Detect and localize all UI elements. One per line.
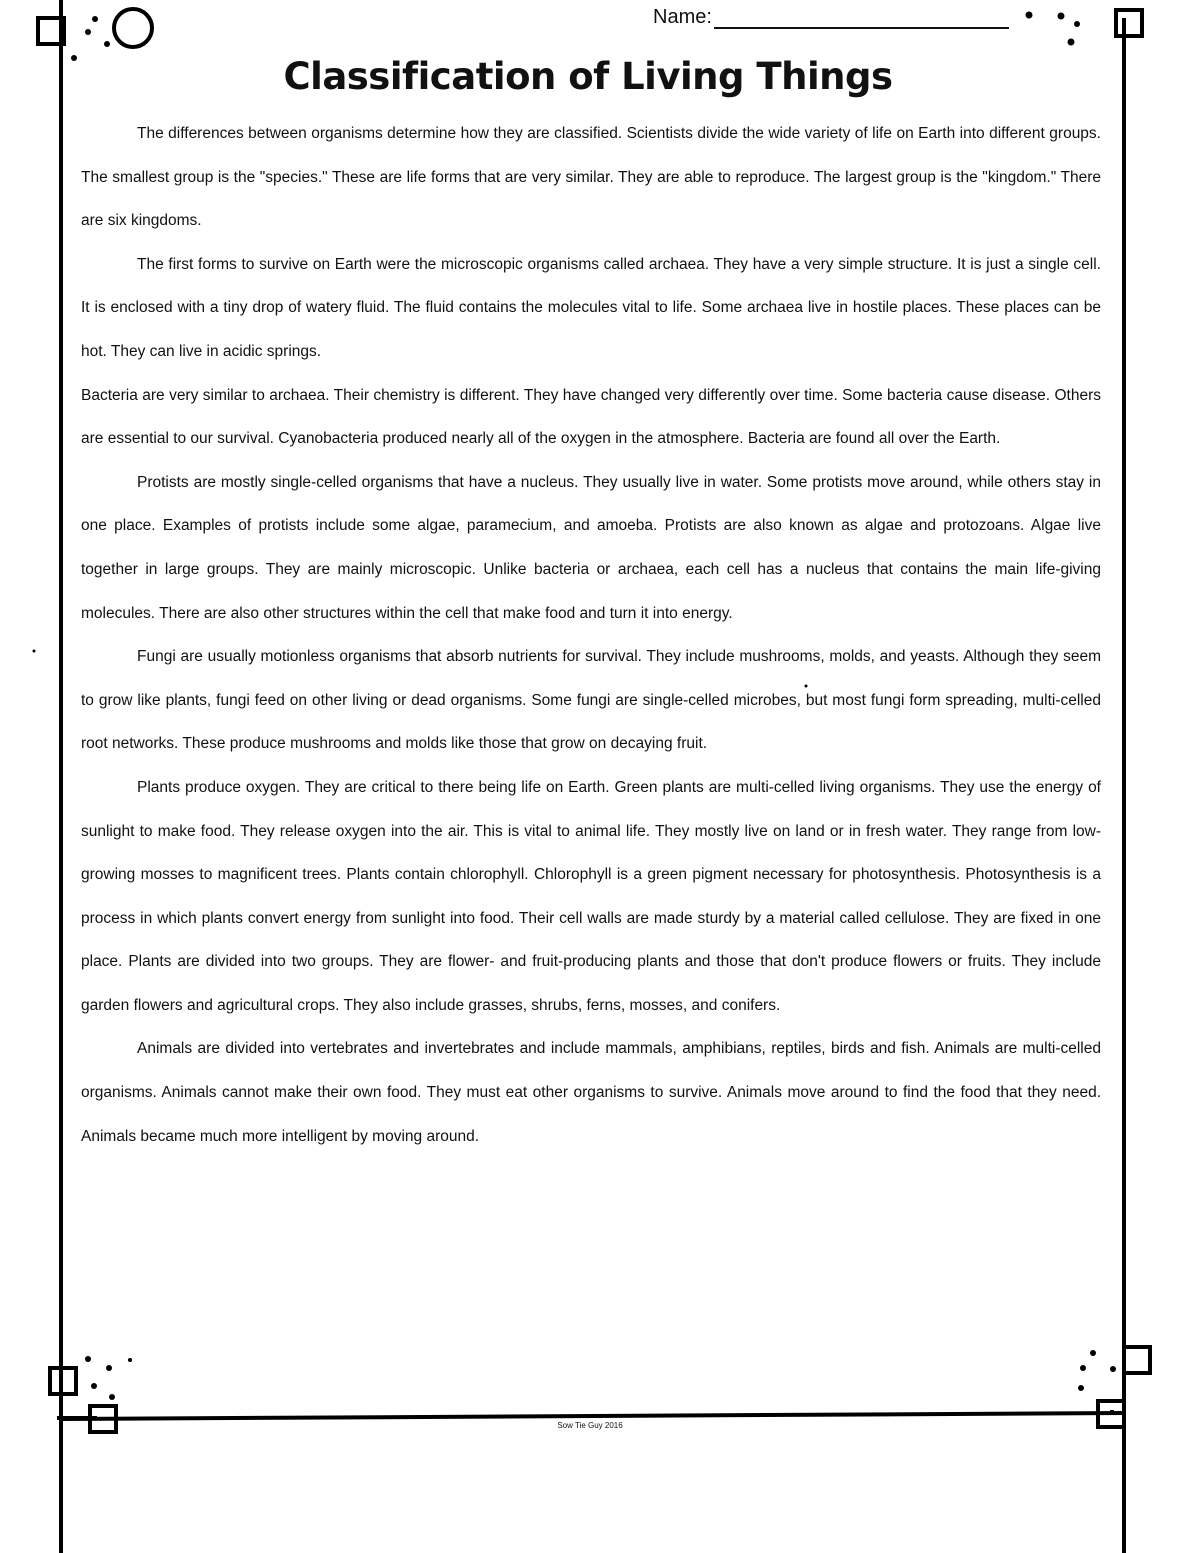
paragraph-kingdoms: The differences between organisms determine how they are classified. Scientists divide the wide variety of life on Earth into different groups. The smallest group is the "species." These are life forms that are very similar. They are able to reproduce. The largest group is the "kingdom." There are six kingdoms. [81, 125, 1101, 230]
name-blank-line[interactable] [714, 9, 1009, 29]
name-label: Name: [653, 6, 712, 28]
paragraph-fungi: Fungi are usually motionless organisms that absorb nutrients for survival. They include mushrooms, molds, and yeasts. Although they seem to grow like plants, fungi feed on other living or dead organisms. Some fungi are single-celled microbes, but most fungi form spreading, multi-celled root networks. These produce mushrooms and molds like those that grow on decaying fruit. [81, 648, 1101, 753]
paragraph-protists: Protists are mostly single-celled organisms that have a nucleus. They usually live in water. Some protists move around, while others stay in one place. Examples of protists include some algae, paramecium, and amoeba. Protists are also known as algae and protozoans. Algae live together in large groups. They are mainly microscopic. Unlike bacteria or archaea, each cell has a nucleus that contains the main life-giving molecules. There are also other structures within the cell that make food and turn it into energy. [81, 473, 1101, 622]
name-field[interactable] [653, 6, 1009, 29]
footer-credit: Sow Tie Guy 2016 [557, 1421, 623, 1430]
article-body [81, 112, 1101, 1158]
paragraph-plants: Plants produce oxygen. They are critical to there being life on Earth. Green plants are multi-celled living organisms. They use the energy of sunlight to make food. They release oxygen into the air. This is vital to animal life. They mostly live on land or in fresh water. They range from low-growing mosses to magnificent trees. Plants contain chlorophyll. Chlorophyll is a green pigment necessary for photosynthesis. Photosynthesis is a process in which plants convert energy from sunlight into food. Their cell walls are made sturdy by a material called cellulose. They are fixed in one place. Plants are divided into two groups. They are flower- and fruit-producing plants and those that don't produce flowers or fruits. They include garden flowers and agricultural crops. They also include grasses, shrubs, ferns, mosses, and conifers. [81, 778, 1101, 1014]
paragraph-animals: Animals are divided into vertebrates and invertebrates and include mammals, amphibians, reptiles, birds and fish. Animals are multi-celled organisms. Animals cannot make their own food. They must eat other organisms to survive. Animals move around to find the food that they need. Animals became much more intelligent by moving around. [81, 1040, 1101, 1145]
page-title: Classification of Living Things [283, 55, 893, 98]
paragraph-archaea: The first forms to survive on Earth were the microscopic organisms called archaea. They have a very simple structure. It is just a single cell. It is enclosed with a tiny drop of watery fluid. The fluid contains the molecules vital to life. Some archaea live in hostile places. These places can be hot. They can live in acidic springs. [81, 255, 1101, 360]
paragraph-bacteria: Bacteria are very similar to archaea. Their chemistry is different. They have changed very differently over time. Some bacteria cause disease. Others are essential to our survival. Cyanobacteria produced nearly all of the oxygen in the atmosphere. Bacteria are found all over the Earth. [81, 386, 1101, 448]
